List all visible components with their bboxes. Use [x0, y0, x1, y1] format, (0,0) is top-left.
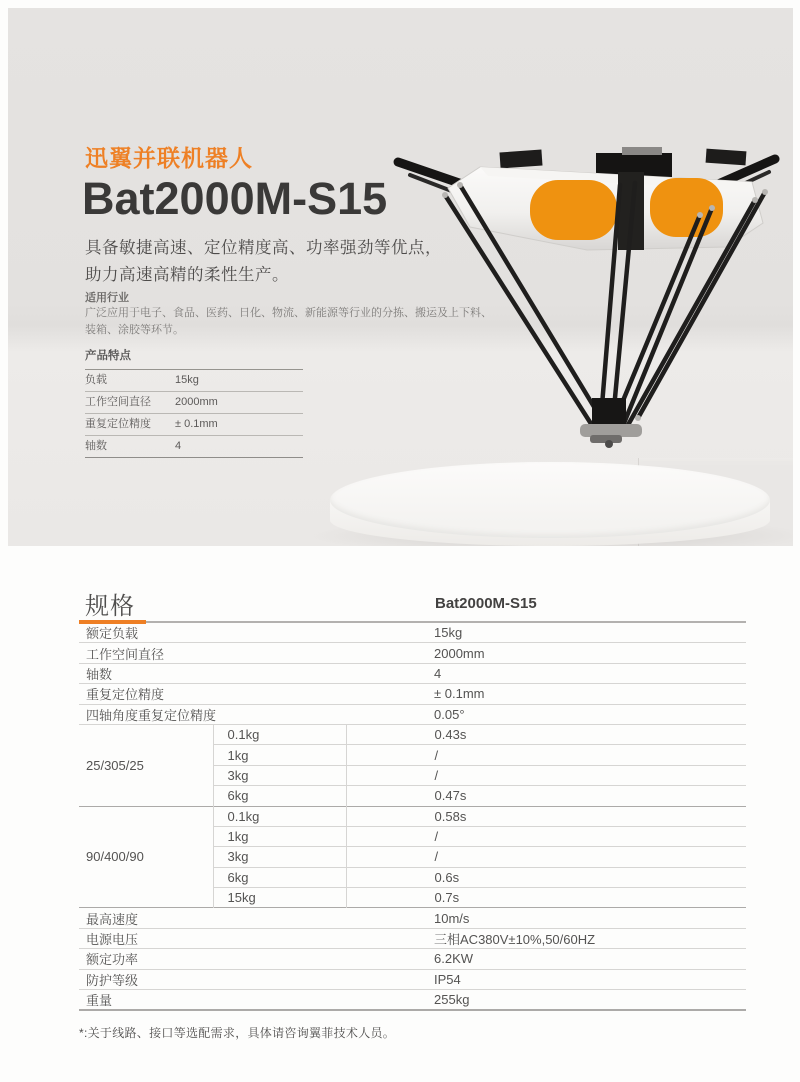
cycle-time: 0.58s	[346, 806, 746, 826]
feature-label: 轴数	[85, 440, 107, 452]
hero-photo-section	[8, 8, 793, 546]
spec-row	[79, 908, 746, 928]
spec-value: 6.2KW	[346, 949, 746, 969]
cycle-time: 0.6s	[346, 867, 746, 887]
cycle-time: 0.47s	[346, 786, 746, 806]
industries-label: 适用行业	[85, 292, 129, 304]
payload-label: 0.1kg	[213, 724, 346, 744]
spec-value: 0.05°	[346, 704, 746, 724]
spec-header	[79, 586, 746, 620]
product-description	[85, 235, 442, 289]
spec-value: 255kg	[346, 990, 746, 1011]
spec-row	[79, 623, 746, 643]
feature-value: 15kg	[175, 374, 199, 386]
spec-footnote: *:关于线路、接口等选配需求，具体请咨询翼菲技术人员。	[79, 1026, 396, 1040]
spec-value: 4	[346, 663, 746, 683]
spec-table	[79, 623, 746, 1011]
spec-label: 电源电压	[79, 928, 346, 948]
payload-label: 1kg	[213, 826, 346, 846]
payload-label: 15kg	[213, 888, 346, 908]
cycle-time: /	[346, 826, 746, 846]
payload-label: 0.1kg	[213, 806, 346, 826]
spec-row	[79, 684, 746, 704]
feature-row	[85, 392, 303, 414]
spec-row	[79, 969, 746, 989]
spec-label: 重量	[79, 990, 346, 1011]
spec-row	[79, 949, 746, 969]
spec-label: 工作空间直径	[79, 643, 346, 663]
spec-label: 轴数	[79, 663, 346, 683]
spec-model-header: Bat2000M-S15	[435, 595, 537, 612]
payload-label: 1kg	[213, 745, 346, 765]
spec-label: 重复定位精度	[79, 684, 346, 704]
cycle-time: /	[346, 847, 746, 867]
feature-row	[85, 436, 303, 458]
feature-value: 4	[175, 440, 182, 452]
feature-table-title: 产品特点	[85, 347, 303, 370]
cycle-time: /	[346, 745, 746, 765]
feature-value: 2000mm	[175, 396, 218, 408]
description-line-1: 具备敏捷高速、定位精度高、功率强劲等优点，	[85, 239, 442, 257]
spec-label: 四轴角度重复定位精度	[79, 704, 346, 724]
spec-label: 额定功率	[79, 949, 346, 969]
spec-value: 三相AC380V±10%,50/60HZ	[346, 928, 746, 948]
industries-text	[85, 305, 492, 339]
spec-row	[79, 928, 746, 948]
spec-value: 10m/s	[346, 908, 746, 928]
spec-value: 2000mm	[346, 643, 746, 663]
spec-value: IP54	[346, 969, 746, 989]
feature-value: ± 0.1mm	[175, 418, 218, 430]
spec-row	[79, 643, 746, 663]
spec-value: 15kg	[434, 625, 463, 641]
cycle-time: /	[346, 765, 746, 785]
description-line-2: 助力高速高精的柔性生产。	[85, 266, 289, 284]
feature-label: 工作空间直径	[85, 396, 151, 408]
feature-label: 重复定位精度	[85, 418, 151, 430]
spec-row	[79, 704, 746, 724]
delta-robot-image	[392, 142, 782, 448]
spec-label: 防护等级	[79, 969, 346, 989]
cycle-group-label: 90/400/90	[79, 806, 213, 908]
cycle-row	[79, 724, 746, 744]
cycle-time: 0.43s	[346, 724, 746, 744]
feature-row	[85, 370, 303, 392]
spec-section-title: 规格	[85, 593, 135, 620]
spec-label: 最高速度	[79, 908, 346, 928]
industries-line-2: 装箱、涂胶等环节。	[85, 324, 184, 336]
display-platform-top	[330, 462, 770, 538]
payload-label: 3kg	[213, 765, 346, 785]
spec-label: 额定负载	[86, 626, 139, 642]
industries-line-1: 广泛应用于电子、食品、医药、日化、物流、新能源等行业的分拣、搬运及上下料、	[85, 307, 492, 319]
spec-value: ± 0.1mm	[346, 684, 746, 704]
feature-row	[85, 414, 303, 436]
cycle-time: 0.7s	[346, 888, 746, 908]
payload-label: 6kg	[213, 867, 346, 887]
payload-label: 3kg	[213, 847, 346, 867]
cycle-row	[79, 806, 746, 826]
payload-label: 6kg	[213, 786, 346, 806]
product-model-title: Bat2000M-S15	[82, 173, 388, 224]
spec-row	[79, 990, 746, 1011]
spec-row	[79, 663, 746, 683]
feature-label: 负载	[85, 374, 107, 386]
feature-table	[85, 347, 303, 458]
product-series-name: 迅翼并联机器人	[85, 145, 253, 171]
cycle-group-label: 25/305/25	[79, 724, 213, 806]
